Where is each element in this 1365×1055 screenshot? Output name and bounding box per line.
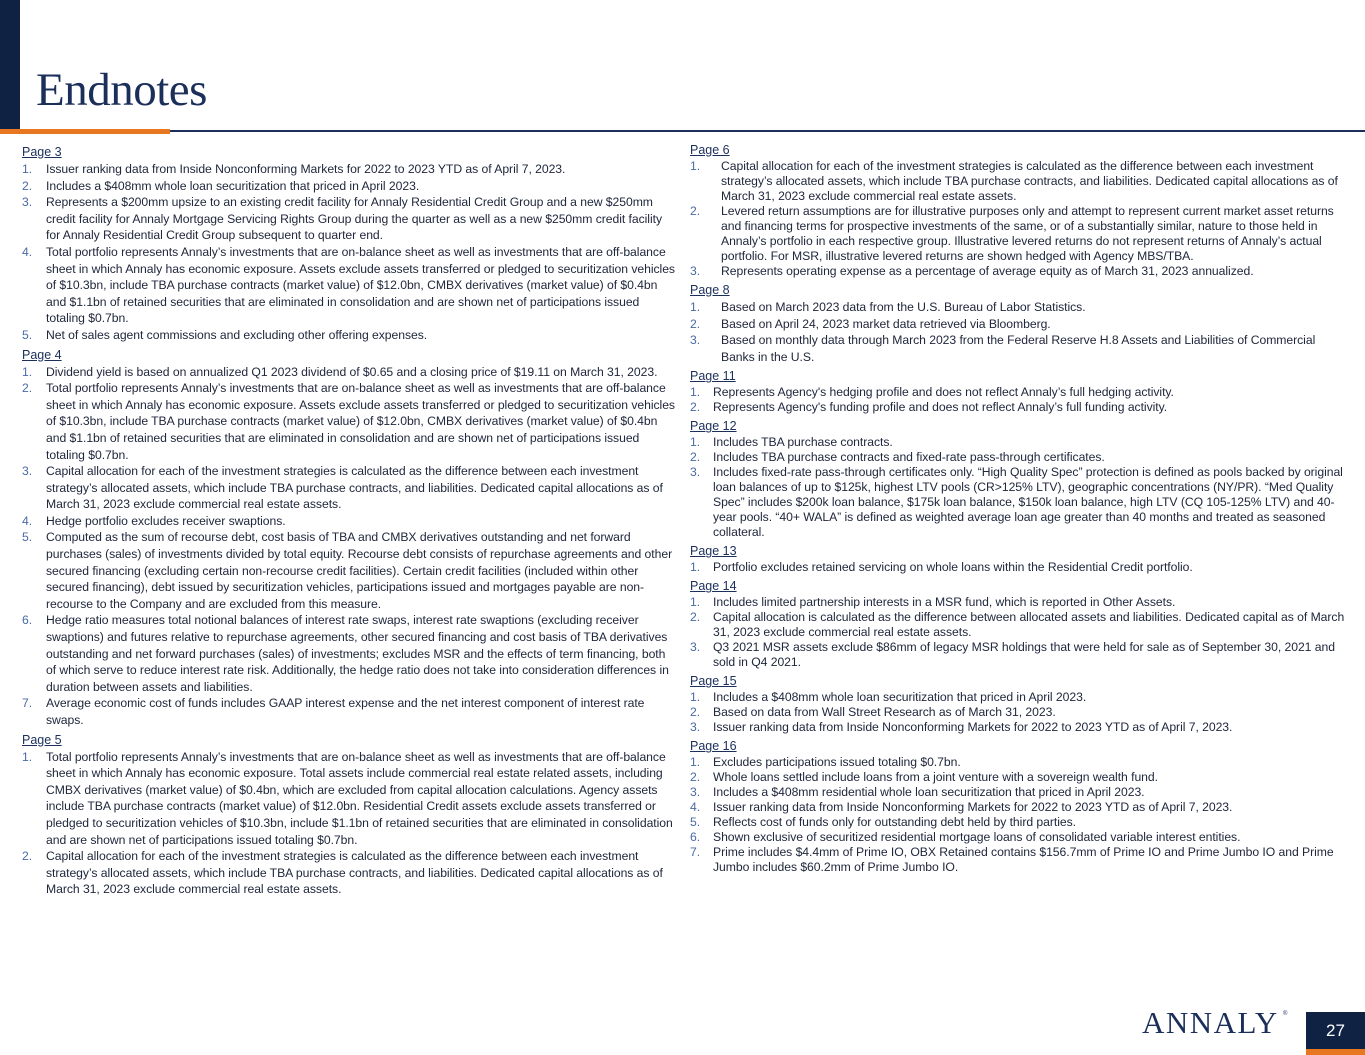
endnote-number: 3. — [690, 333, 701, 348]
endnote-item — [690, 299, 1350, 316]
endnote-number: 3. — [22, 195, 33, 210]
endnote-text: Based on data from Wall Street Research as of March 31, 2023. — [713, 705, 1056, 720]
endnote-number: 2. — [690, 770, 701, 785]
endnote-number: 5. — [690, 815, 701, 830]
endnote-number: 2. — [690, 204, 701, 218]
endnote-item — [690, 640, 1350, 670]
endnote-text: Capital allocation for each of the investment strategies is calculated as the difference between each investment strategy’s allocated assets, which include TBA purchase contracts, and liabilities. Dedicated capital allocations as of March 31, 2023 exclude commercial real estate assets. — [46, 464, 663, 512]
endnote-item — [690, 815, 1350, 830]
endnote-item — [690, 690, 1350, 705]
header-accent-bar — [0, 0, 20, 130]
endnote-item — [22, 161, 678, 178]
endnote-text: Includes a $408mm whole loan securitization that priced in April 2023. — [46, 178, 420, 193]
endnote-item — [22, 695, 678, 728]
endnotes-section — [690, 575, 1350, 670]
endnote-number: 2. — [690, 705, 701, 720]
endnote-number: 5. — [22, 327, 33, 342]
endnote-item — [22, 178, 678, 195]
endnote-list — [690, 385, 1350, 415]
header-accent-rule — [0, 129, 170, 134]
endnote-list — [690, 560, 1350, 575]
endnote-item — [690, 435, 1350, 450]
endnote-item — [690, 204, 1350, 264]
endnote-text: Includes fixed-rate pass-through certificates only. “High Quality Spec” protection is defined as pools backed by original loan balances of up to $125k, highest LTV pools (CR>125% LTV), geographic concentrations (NY/PR). “Med Quality Spec” includes $200k loan balance, $175k loan balance, $150k loan balance, high LTV (CQ 105-125% LTV) and 40-year pools. “40+ WALA” is defined as weighted average loan age greater than 40 months and treated as seasoned collateral. — [713, 465, 1343, 540]
endnote-item — [690, 400, 1350, 415]
endnote-item — [690, 316, 1350, 333]
endnotes-section — [690, 670, 1350, 735]
endnote-item — [690, 720, 1350, 735]
endnote-text: Issuer ranking data from Inside Nonconforming Markets for 2022 to 2023 YTD as of April 7, 2023. — [713, 800, 1233, 815]
endnote-list — [690, 435, 1350, 540]
endnote-number: 1. — [690, 560, 701, 575]
section-page-link[interactable]: Page 5 — [22, 732, 62, 747]
endnote-number: 7. — [22, 696, 33, 711]
endnote-text: Hedge portfolio excludes receiver swaptions. — [46, 513, 286, 528]
endnote-list — [690, 755, 1350, 875]
endnote-list — [22, 364, 678, 729]
section-page-link[interactable]: Page 16 — [690, 739, 737, 754]
endnote-number: 1. — [22, 364, 33, 379]
endnote-text: Average economic cost of funds includes GAAP interest expense and the net interest component of interest rate swaps. — [46, 696, 645, 727]
endnote-list — [690, 690, 1350, 735]
endnote-text: Represents Agency's hedging profile and does not reflect Annaly’s full hedging activity. — [713, 385, 1174, 400]
section-page-link[interactable]: Page 11 — [690, 369, 736, 384]
page-title: Endnotes — [36, 64, 207, 116]
endnote-item — [690, 610, 1350, 640]
endnote-list — [22, 161, 678, 344]
annaly-logo: ANNALY — [1142, 1005, 1279, 1040]
endnote-number: 1. — [690, 690, 701, 705]
section-page-link[interactable]: Page 14 — [690, 579, 737, 594]
endnote-text: Net of sales agent commissions and excluding other offering expenses. — [46, 327, 428, 342]
endnote-item — [690, 465, 1350, 540]
endnotes-section — [690, 735, 1350, 875]
endnote-item — [690, 264, 1350, 279]
endnote-number: 2. — [690, 400, 701, 415]
endnote-text: Computed as the sum of recourse debt, cost basis of TBA and CMBX derivatives outstanding and net forward purchases (sales) of investments divided by total equity. Recourse debt consists of repurchase agreements and other secured financing (excluding certain non-recourse credit facilities). Certain credit facilities (included within other secured financing), debt issued by securitization vehicles, participations issued and mortgages payable are non-recourse to the Company and are excluded from this measure. — [46, 530, 673, 611]
endnote-number: 3. — [690, 264, 701, 278]
endnote-list — [690, 595, 1350, 670]
endnote-number: 3. — [690, 785, 701, 800]
endnote-item — [690, 159, 1350, 204]
endnotes-section — [690, 365, 1350, 415]
endnote-number: 2. — [22, 178, 33, 193]
endnote-number: 1. — [690, 300, 701, 314]
endnote-item — [690, 830, 1350, 845]
endnote-item — [690, 450, 1350, 465]
endnote-number: 4. — [22, 244, 33, 259]
endnote-text: Represents operating expense as a percentage of average equity as of March 31, 2023 annualized. — [721, 264, 1254, 278]
endnote-number: 2. — [690, 610, 701, 625]
endnote-text: Represents a $200mm upsize to an existing credit facility for Annaly Residential Credit Group and a new $250mm credit facility for Annaly Mortgage Servicing Rights Group during the quarter as well as a new $250mm credit facility for Annaly Residential Credit Group subsequent to quarter end. — [46, 195, 662, 243]
endnote-text: Capital allocation for each of the investment strategies is calculated as the difference between each investment strategy’s allocated assets, which include TBA purchase contracts, and liabilities. Dedicated capital allocations as of March 31, 2023 exclude commercial real estate assets. — [46, 849, 663, 897]
endnote-number: 1. — [690, 755, 701, 770]
endnote-number: 2. — [690, 450, 701, 465]
endnote-text: Based on monthly data through March 2023 from the Federal Reserve H.8 Assets and Liabilities of Commercial Banks in the U.S. — [721, 333, 1316, 364]
endnote-item — [22, 612, 678, 695]
endnote-list — [690, 299, 1350, 365]
endnote-text: Total portfolio represents Annaly’s investments that are on-balance sheet as well as investments that are off-balance sheet in which Annaly has economic exposure. Assets exclude assets transferred or pledged to securitization vehicles of $10.3bn, include TBA purchase contracts (market value) of $12.0bn, CMBX derivatives (market value) of $0.4bn and $1.1bn of retained securities that are eliminated in consolidation and are shown net of participations issued totaling $0.7bn. — [46, 381, 675, 462]
endnote-number: 1. — [690, 435, 701, 450]
endnote-text: Total portfolio represents Annaly’s investments that are on-balance sheet as well as investments that are off-balance sheet in which Annaly has economic exposure. Assets exclude assets transferred or pledged to securitization vehicles of $10.3bn, include TBA purchase contracts (market value) of $12.0bn, CMBX derivatives (market value) of $0.4bn and $1.1bn of retained securities that are eliminated in consolidation and are shown net of participations issued totaling $0.7bn. — [46, 244, 675, 326]
endnote-item — [22, 327, 678, 344]
endnote-number: 3. — [690, 720, 701, 735]
endnote-text: Based on March 2023 data from the U.S. Bureau of Labor Statistics. — [721, 300, 1086, 314]
endnote-text: Portfolio excludes retained servicing on whole loans within the Residential Credit portfolio. — [713, 560, 1193, 575]
endnote-item — [22, 194, 678, 244]
endnote-text: Shown exclusive of securitized residential mortgage loans of consolidated variable interest entities. — [713, 830, 1241, 845]
endnote-number: 2. — [22, 849, 33, 864]
endnote-number: 1. — [690, 595, 701, 610]
endnote-text: Dividend yield is based on annualized Q1 2023 dividend of $0.65 and a closing price of $19.11 on March 31, 2023. — [46, 364, 658, 379]
endnote-text: Capital allocation is calculated as the difference between allocated assets and liabilities. Dedicated capital as of March 31, 2023 exclude commercial real estate assets. — [713, 610, 1345, 640]
endnote-number: 6. — [22, 613, 33, 628]
endnote-item — [690, 595, 1350, 610]
endnote-item — [22, 749, 678, 849]
endnote-item — [690, 332, 1350, 365]
endnote-text: Includes limited partnership interests in a MSR fund, which is reported in Other Assets. — [713, 595, 1176, 610]
endnote-list — [22, 749, 678, 898]
endnote-item — [690, 800, 1350, 815]
endnote-text: Issuer ranking data from Inside Nonconforming Markets for 2022 to 2023 YTD as of April 7, 2023. — [713, 720, 1233, 735]
endnote-text: Includes a $408mm whole loan securitization that priced in April 2023. — [713, 690, 1087, 705]
endnote-number: 1. — [22, 749, 33, 764]
endnote-number: 4. — [690, 800, 701, 815]
endnotes-section — [690, 415, 1350, 540]
endnotes-section — [690, 141, 1350, 279]
endnote-number: 5. — [22, 530, 33, 545]
endnote-text: Total portfolio represents Annaly’s investments that are on-balance sheet as well as investments that are off-balance sheet in which Annaly has economic exposure. Total assets include commercial real estate related assets, including CMBX derivatives (market value) of $0.4bn, which are excluded from capital allocation calculations. Agency assets include TBA purchase contracts (market value) of $12.0bn. Residential Credit assets exclude assets transferred or pledged to securitization vehicles of $10.3bn, include $1.1bn of retained securities that are eliminated in consolidation and are shown net of participations issued totaling $0.7bn. — [46, 749, 673, 847]
endnote-number: 2. — [22, 381, 33, 396]
page-number-accent — [1306, 1049, 1365, 1055]
endnote-text: Whole loans settled include loans from a joint venture with a sovereign wealth fund. — [713, 770, 1158, 785]
endnote-item — [22, 380, 678, 463]
endnote-text: Excludes participations issued totaling $0.7bn. — [713, 755, 961, 770]
endnote-text: Includes TBA purchase contracts. — [713, 435, 893, 450]
endnote-item — [690, 755, 1350, 770]
endnote-number: 3. — [690, 465, 701, 480]
section-page-link[interactable]: Page 3 — [22, 145, 62, 159]
section-page-link[interactable]: Page 13 — [690, 544, 737, 559]
endnote-item — [22, 364, 678, 381]
section-page-link[interactable]: Page 8 — [690, 283, 730, 297]
endnote-item — [690, 560, 1350, 575]
page-number: 27 — [1306, 1012, 1365, 1049]
endnote-text: Prime includes $4.4mm of Prime IO, OBX Retained contains $156.7mm of Prime IO and Prime Jumbo IO and Prime Jumbo includes $60.2mm of Prime Jumbo IO. — [713, 845, 1334, 875]
endnote-item — [690, 385, 1350, 400]
endnotes-section — [22, 344, 678, 729]
endnote-item — [690, 845, 1350, 875]
endnote-text: Issuer ranking data from Inside Nonconforming Markets for 2022 to 2023 YTD as of April 7, 2023. — [46, 162, 566, 176]
endnotes-section — [690, 279, 1350, 365]
endnote-number: 7. — [690, 845, 701, 860]
endnote-item — [690, 705, 1350, 720]
section-page-link[interactable]: Page 6 — [690, 143, 730, 157]
endnote-number: 1. — [690, 385, 701, 400]
endnote-number: 3. — [22, 464, 33, 479]
endnote-number: 1. — [22, 162, 33, 176]
endnotes-section — [22, 143, 678, 344]
endnote-item — [22, 529, 678, 612]
section-page-link[interactable]: Page 15 — [690, 674, 737, 689]
endnotes-left-column — [22, 143, 678, 898]
endnote-text: Represents Agency's funding profile and does not reflect Annaly’s full funding activity. — [713, 400, 1168, 415]
endnote-number: 4. — [22, 513, 33, 528]
section-page-link[interactable]: Page 12 — [690, 419, 737, 434]
endnote-number: 6. — [690, 830, 701, 845]
endnote-item — [690, 785, 1350, 800]
endnote-item — [690, 770, 1350, 785]
endnote-item — [22, 848, 678, 898]
endnotes-right-column — [690, 141, 1350, 875]
endnote-item — [22, 513, 678, 530]
endnote-text: Q3 2021 MSR assets exclude $86mm of legacy MSR holdings that were held for sale as of September 30, 2021 and sold in Q4 2021. — [713, 640, 1335, 670]
endnote-text: Capital allocation for each of the investment strategies is calculated as the difference between each investment strategy’s allocated assets, which include TBA purchase contracts, and liabilities. Dedicated capital allocations as of March 31, 2023 exclude commercial real estate assets. — [721, 159, 1338, 203]
header-divider — [170, 130, 1365, 132]
endnote-number: 3. — [690, 640, 701, 655]
endnote-list — [690, 159, 1350, 279]
endnote-number: 2. — [690, 316, 701, 331]
endnote-text: Reflects cost of funds only for outstanding debt held by third parties. — [713, 815, 1076, 830]
endnote-item — [22, 244, 678, 327]
endnote-number: 1. — [690, 159, 701, 173]
endnote-text: Levered return assumptions are for illustrative purposes only and attempt to represent current market asset returns and financing terms for prospective investments of the same, or of a substantially similar, nature to those held in Annaly’s portfolio in each respective group. Illustrative levered returns do not represent returns of Annaly’s actual portfolio. For MSR, illustrative levered returns are shown hedged with Agency MBS/TBA. — [721, 204, 1334, 263]
endnote-text: Based on April 24, 2023 market data retrieved via Bloomberg. — [721, 316, 1051, 331]
endnote-text: Hedge ratio measures total notional balances of interest rate swaps, interest rate swaptions (excluding receiver swaptions) and futures relative to repurchase agreements, other secured financing and cost basis of TBA derivatives outstanding and net forward purchases (sales) of investments; excludes MSR and the effects of term financing, both of which serve to reduce interest rate risk. Additionally, the hedge ratio does not take into consideration differences in duration between assets and liabilities. — [46, 613, 669, 694]
registered-mark: ® — [1283, 1011, 1288, 1017]
endnote-text: Includes TBA purchase contracts and fixed-rate pass-through certificates. — [713, 450, 1105, 465]
section-page-link[interactable]: Page 4 — [22, 347, 62, 362]
endnotes-section — [690, 540, 1350, 575]
endnote-item — [22, 463, 678, 513]
endnote-text: Includes a $408mm residential whole loan securitization that priced in April 2023. — [713, 785, 1145, 800]
endnotes-section — [22, 729, 678, 898]
